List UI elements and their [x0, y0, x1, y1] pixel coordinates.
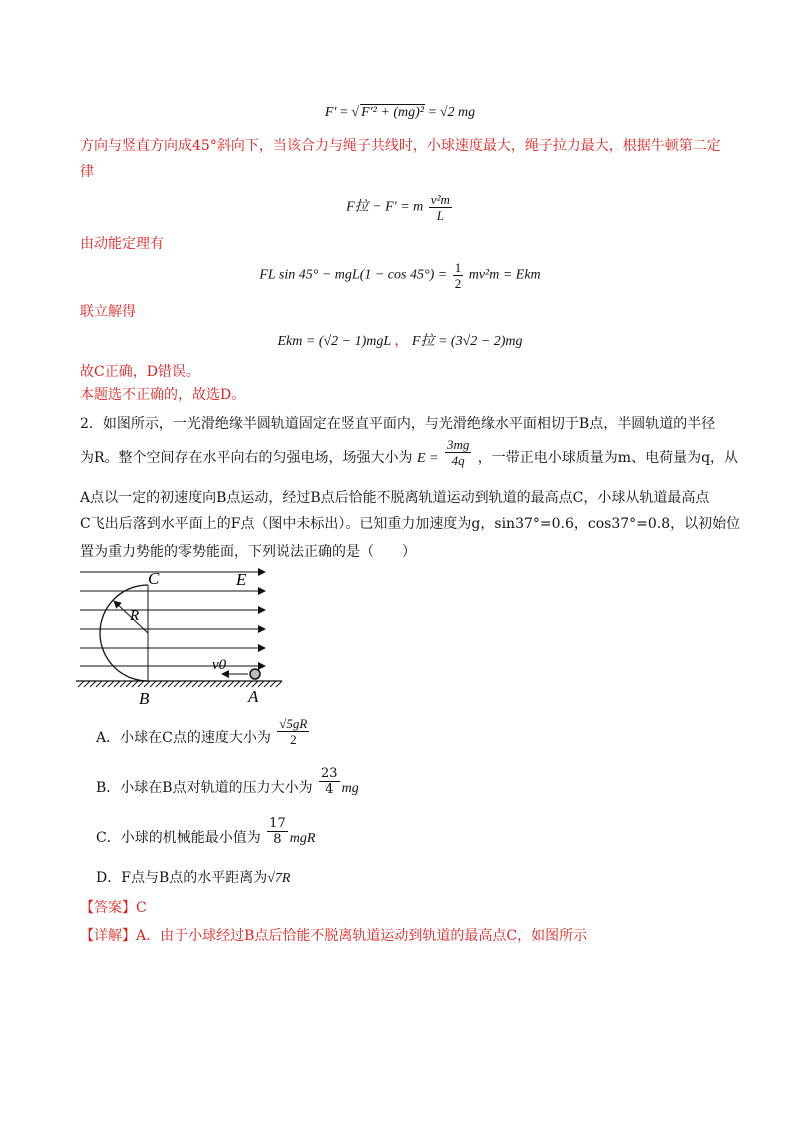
question-line5: 置为重力势能的零势能面，下列说法正确的是（ ） — [80, 544, 416, 560]
eq2-den: L — [436, 208, 444, 223]
detail-text: A．由于小球经过B点后恰能不脱离轨道运动到轨道的最高点C，如图所示 — [136, 928, 588, 944]
answer-line — [80, 898, 720, 918]
label-r: R — [130, 608, 140, 624]
option-c-fraction — [267, 816, 288, 847]
eq1-lhs: F′ — [324, 105, 337, 120]
paragraph-solve: 联立解得 — [80, 304, 136, 320]
field-strength-lhs: E = — [417, 451, 439, 466]
question-line4: C飞出后落到水平面上的F点（图中未标出）。已知重力加速度为g，sin37°=0.6，cos37°=0.8，以初始位 — [80, 516, 741, 532]
eq4-part2: F拉 = (3√2 − 2)mg — [411, 334, 523, 349]
option-a-fraction — [277, 716, 309, 747]
paragraph-choose: 本题选不正确的，故选D。 — [80, 387, 246, 403]
equation-energy — [0, 260, 800, 291]
question-line2b: ，一带正电小球质量为m、电荷量为q，从 — [477, 450, 739, 466]
eq3-fraction — [453, 260, 464, 291]
eq3-rhs: mv²m = Ekm — [468, 267, 541, 283]
option-c-tail: mgR — [289, 831, 316, 846]
field-num: 3mg — [446, 436, 470, 452]
option-b-num: 23 — [321, 765, 338, 781]
paragraph-direction-line1: 方向与竖直方向成45°斜向下，当该合力与绳子共线时，小球速度最大，绳子拉力最大，根据牛顿第二定 — [80, 138, 721, 154]
track-field-diagram — [70, 565, 300, 710]
label-b: B — [139, 689, 150, 708]
option-d-text: D．F点与B点的水平距离为 — [96, 870, 268, 886]
option-d[interactable] — [96, 868, 290, 889]
equation-resultant-force: F′ = √ F′² + (mg)² = √2 mg — [324, 105, 476, 120]
option-a-den: 2 — [290, 731, 297, 747]
eq1-rhs: √2 mg — [439, 105, 476, 120]
option-b-den: 4 — [325, 781, 334, 797]
field-strength-fraction — [445, 437, 471, 468]
option-b-text: B．小球在B点对轨道的压力大小为 — [96, 780, 313, 796]
eq3-lhs: FL sin 45° − mgL(1 − cos 45°) = — [259, 267, 448, 283]
option-b[interactable] — [96, 765, 359, 799]
option-b-tail: mg — [341, 781, 359, 796]
option-c-den: 8 — [273, 831, 282, 847]
paragraph-kinetic-energy-theorem: 由动能定理有 — [80, 236, 164, 252]
option-c[interactable] — [96, 815, 316, 849]
option-a-text: A．小球在C点的速度大小为 — [96, 730, 271, 746]
eq1-inner: F′² + (mg)² — [361, 105, 424, 120]
eq2-lhs: F拉 − F′ = m — [346, 199, 424, 215]
detail-line — [80, 926, 720, 946]
label-v0: v0 — [212, 657, 227, 673]
option-a[interactable] — [96, 715, 311, 748]
option-a-num: √5gR — [279, 715, 308, 731]
label-e: E — [236, 570, 247, 589]
question-line2 — [80, 436, 739, 469]
label-c: C — [148, 569, 160, 588]
answer-value: C — [136, 900, 147, 916]
paragraph-conclusion: 故C正确，D错误。 — [80, 364, 200, 380]
field-den: 4q — [451, 452, 465, 468]
answer-tag: 【答案】 — [80, 900, 136, 916]
eq4-part1: Ekm = (√2 − 1)mgL — [277, 334, 391, 349]
option-d-tail: √7R — [267, 871, 291, 886]
label-a: A — [248, 687, 259, 706]
eq3-den: 2 — [454, 276, 462, 291]
option-b-fraction — [319, 766, 340, 797]
question-line2a: 为R。整个空间存在水平向右的匀强电场，场强大小为 — [80, 450, 413, 466]
option-c-text: C．小球的机械能最小值为 — [96, 830, 261, 846]
detail-tag: 【详解】 — [80, 928, 136, 944]
eq3-num: 1 — [454, 260, 462, 275]
question-line1: 2．如图所示，一光滑绝缘半圆轨道固定在竖直平面内，与光滑绝缘水平面相切于B点，半圆轨道的半径 — [80, 416, 716, 432]
semicircle-track — [100, 585, 148, 681]
paragraph-direction-line2: 律 — [80, 164, 94, 180]
option-c-num: 17 — [269, 815, 286, 831]
question-line3: A点以一定的初速度向B点运动，经过B点后恰能不脱离轨道运动到轨道的最高点C，小球从轨道最高点 — [80, 490, 710, 506]
equation-newton-second-law — [0, 192, 800, 223]
eq2-num: v²m — [430, 192, 450, 207]
ball — [250, 669, 260, 679]
equation-results — [0, 330, 800, 350]
eq4-sep: ， — [394, 334, 409, 349]
eq2-fraction — [429, 192, 452, 223]
